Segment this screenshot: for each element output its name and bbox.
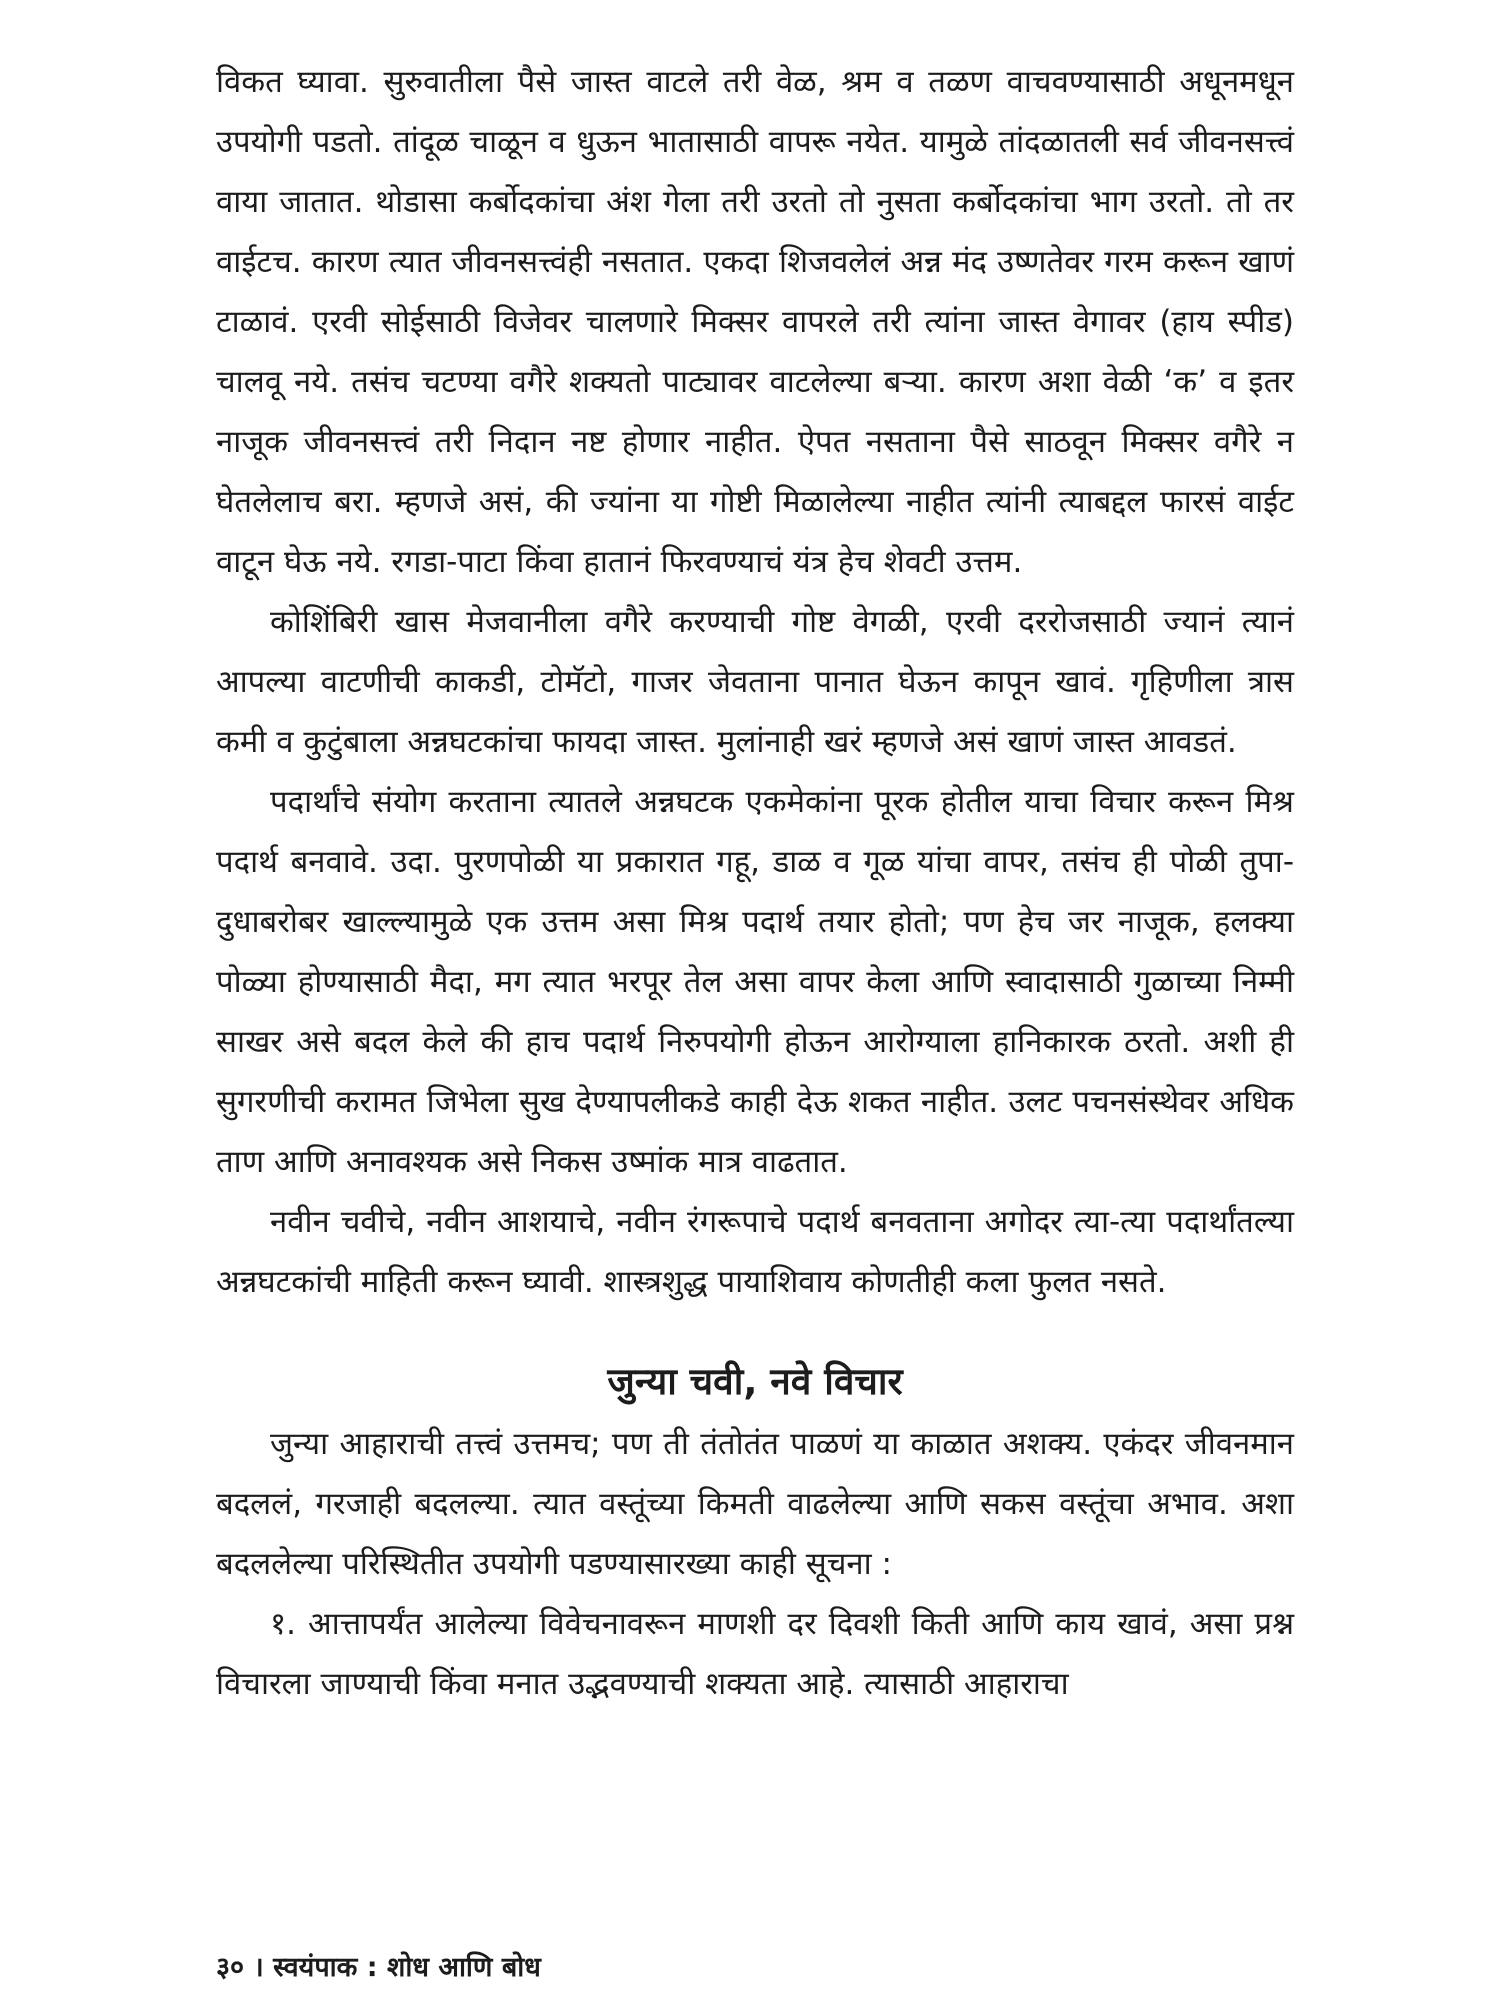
paragraph-1: विकत घ्यावा. सुरुवातीला पैसे जास्त वाटले तरी वेळ, श्रम व तळण वाचवण्यासाठी अधूनमधून उपयोगी पडतो. तांदूळ चाळून व धुऊन भातासाठी वापरू नयेत. यामुळे तांदळातली सर्व जीवनसत्त्वं वाया जातात. थोडासा कर्बोदकांचा अंश गेला तरी उरतो तो नुसता कर्बोदकांचा भाग उरतो. तो तर वाईटच. कारण त्यात जीवनसत्त्वंही नसतात. एकदा शिजवलेलं अन्न मंद उष्णतेवर गरम करून खाणं टाळावं. एरवी सोईसाठी विजेवर चालणारे मिक्सर वापरले तरी त्यांना जास्त वेगावर (हाय स्पीड) चालवू नये. तसंच चटण्या वगैरे शक्यतो पाट्यावर वाटलेल्या बऱ्या. कारण अशा वेळी ‘क’ व इतर नाजूक जीवनसत्त्वं तरी निदान नष्ट होणार नाहीत. ऐपत नसताना पैसे साठवून मिक्सर वगैरे न घेतलेलाच बरा. म्हणजे असं, की ज्यांना या गोष्टी मिळालेल्या नाहीत त्यांनी त्याबद्दल फारसं वाईट वाटून घेऊ नये. रगडा-पाटा किंवा हातानं फिरवण्याचं यंत्र हेच शेवटी उत्तम. bbox=[216, 64, 1294, 580]
page-footer bbox=[216, 1948, 541, 1988]
paragraph-6: १. आत्तापर्यंत आलेल्या विवेचनावरून माणशी दर दिवशी किती आणि काय खावं, असा प्रश्न विचारला जाण्याची किंवा मनात उद्भवण्याची शक्यता आहे. त्यासाठी आहाराचा bbox=[216, 1606, 1294, 1702]
paragraph-4: नवीन चवीचे, नवीन आशयाचे, नवीन रंगरूपाचे पदार्थ बनवताना अगोदर त्या-त्या पदार्थांतल्या अन्नघटकांची माहिती करून घ्यावी. शास्त्रशुद्ध पायाशिवाय कोणतीही कला फुलत नसते. bbox=[216, 1204, 1294, 1300]
book-title: स्वयंपाक : शोध आणि बोध bbox=[273, 1952, 541, 1983]
footer-separator: । bbox=[253, 1952, 264, 1983]
paragraph-3: पदार्थांचे संयोग करताना त्यातले अन्नघटक एकमेकांना पूरक होतील याचा विचार करून मिश्र पदार्थ बनवावे. उदा. पुरणपोळी या प्रकारात गहू, डाळ व गूळ यांचा वापर, तसंच ही पोळी तुपा-दुधाबरोबर खाल्ल्यामुळे एक उत्तम असा मिश्र पदार्थ तयार होतो; पण हेच जर नाजूक, हलक्या पोळ्या होण्यासाठी मैदा, मग त्यात भरपूर तेल असा वापर केला आणि स्वादासाठी गुळाच्या निम्मी साखर असे बदल केले की हाच पदार्थ निरुपयोगी होऊन आरोग्याला हानिकारक ठरतो. अशी ही सुगरणीची करामत जिभेला सुख देण्यापलीकडे काही देऊ शकत नाहीत. उलट पचनसंस्थेवर अधिक ताण आणि अनावश्यक असे निकस उष्मांक मात्र वाढतात. bbox=[216, 784, 1294, 1180]
section-heading: जुन्या चवी, नवे विचार bbox=[607, 1360, 903, 1403]
paragraph-2: कोशिंबिरी खास मेजवानीला वगैरे करण्याची गोष्ट वेगळी, एरवी दररोजसाठी ज्यानं त्यानं आपल्या वाटणीची काकडी, टोमॅटो, गाजर जेवताना पानात घेऊन कापून खावं. गृहिणीला त्रास कमी व कुटुंबाला अन्नघटकांचा फायदा जास्त. मुलांनाही खरं म्हणजे असं खाणं जास्त आवडतं. bbox=[216, 604, 1294, 760]
paragraph-5: जुन्या आहाराची तत्त्वं उत्तमच; पण ती तंतोतंत पाळणं या काळात अशक्य. एकंदर जीवनमान बदललं, गरजाही बदलल्या. त्यात वस्तूंच्या किमती वाढलेल्या आणि सकस वस्तूंचा अभाव. अशा बदललेल्या परिस्थितीत उपयोगी पडण्यासारख्या काही सूचना : bbox=[216, 1426, 1294, 1582]
page-number: ३० bbox=[216, 1952, 245, 1983]
